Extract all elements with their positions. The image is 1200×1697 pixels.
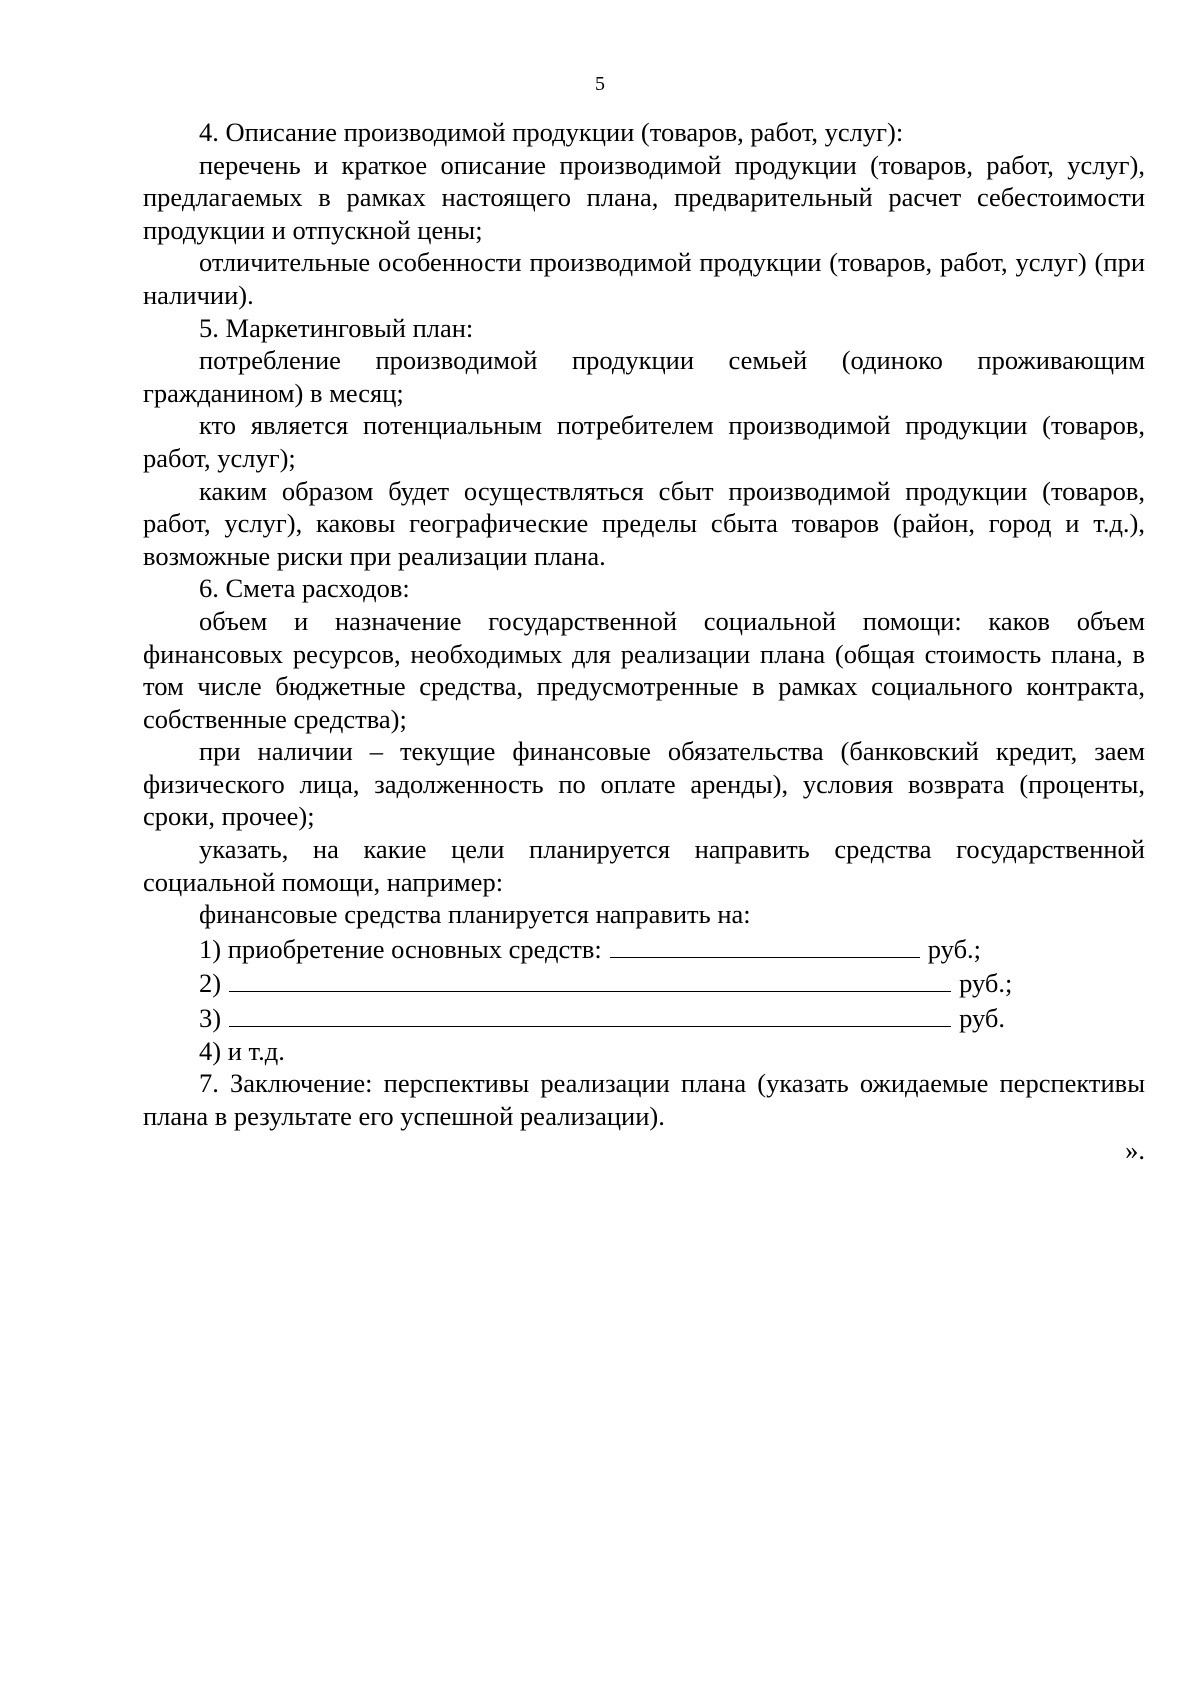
paragraph-potential-consumer: кто является потенциальным потребителем производимой продукции (товаров, работ, услуг);	[143, 410, 1145, 473]
section-conclusion: 7. Заключение: перспективы реализации плана (указать ожидаемые перспективы плана в результате его успешной реализации).	[143, 1068, 1145, 1131]
paragraph-product-features: отличительные особенности производимой продукции (товаров, работ, услуг) (при наличии).	[143, 247, 1145, 310]
section-heading-cost-estimate: 6. Смета расходов:	[199, 573, 410, 604]
paragraph-funds-direction: финансовые средства планируется направить на:	[199, 899, 751, 930]
fill-line-1-prefix: 1) приобретение основных средств:	[199, 933, 602, 964]
fill-line-3-prefix: 3)	[199, 1003, 222, 1034]
fill-line-3	[143, 1000, 1145, 1035]
fill-line-2-blank	[229, 965, 951, 992]
fill-line-2-suffix: руб.;	[959, 968, 1013, 999]
list-item-4: 4) и т.д.	[199, 1035, 285, 1066]
fill-line-2-prefix: 2)	[199, 968, 222, 999]
fill-line-1-suffix: руб.;	[927, 933, 982, 964]
section-heading-marketing-plan: 5. Маркетинговый план:	[199, 312, 474, 343]
fill-line-1-blank	[610, 931, 920, 958]
paragraph-social-aid-volume: объем и назначение государственной социальной помощи: каков объем финансовых ресурсов, необходимых для реализации плана (общая стоимость плана, в том числе бюджетные средства, предусмотренные в рамках социального контракта, собственные средства);	[143, 605, 1145, 734]
document-body	[143, 116, 1145, 1167]
fill-line-1	[143, 931, 1145, 966]
section-heading-product-description: 4. Описание производимой продукции (товаров, работ, услуг):	[199, 117, 904, 147]
fill-line-3-suffix: руб.	[959, 1003, 1005, 1034]
closing-quote-mark: ».	[1125, 1135, 1145, 1166]
fill-line-3-blank	[229, 1000, 951, 1027]
paragraph-consumption: потребление производимой продукции семьей (одиноко проживающим гражданином) в месяц;	[143, 345, 1145, 408]
paragraph-sales: каким образом будет осуществляться сбыт производимой продукции (товаров, работ, услуг), каковы географические пределы сбыта товаров (район, город и т.д.), возможные риски при реализации плана.	[143, 475, 1145, 571]
page-number: 5	[595, 73, 605, 95]
paragraph-financial-obligations: при наличии – текущие финансовые обязательства (банковский кредит, заем физического лица, задолженность по оплате аренды), условия возврата (проценты, сроки, прочее);	[143, 736, 1145, 832]
paragraph-product-list: перечень и краткое описание производимой продукции (товаров, работ, услуг), предлагаемых в рамках настоящего плана, предварительный расчет себестоимости продукции и отпускной цены;	[143, 149, 1145, 245]
paragraph-aid-purposes: указать, на какие цели планируется направить средства государственной социальной помощи, например:	[143, 834, 1145, 897]
fill-line-2	[143, 965, 1145, 1000]
